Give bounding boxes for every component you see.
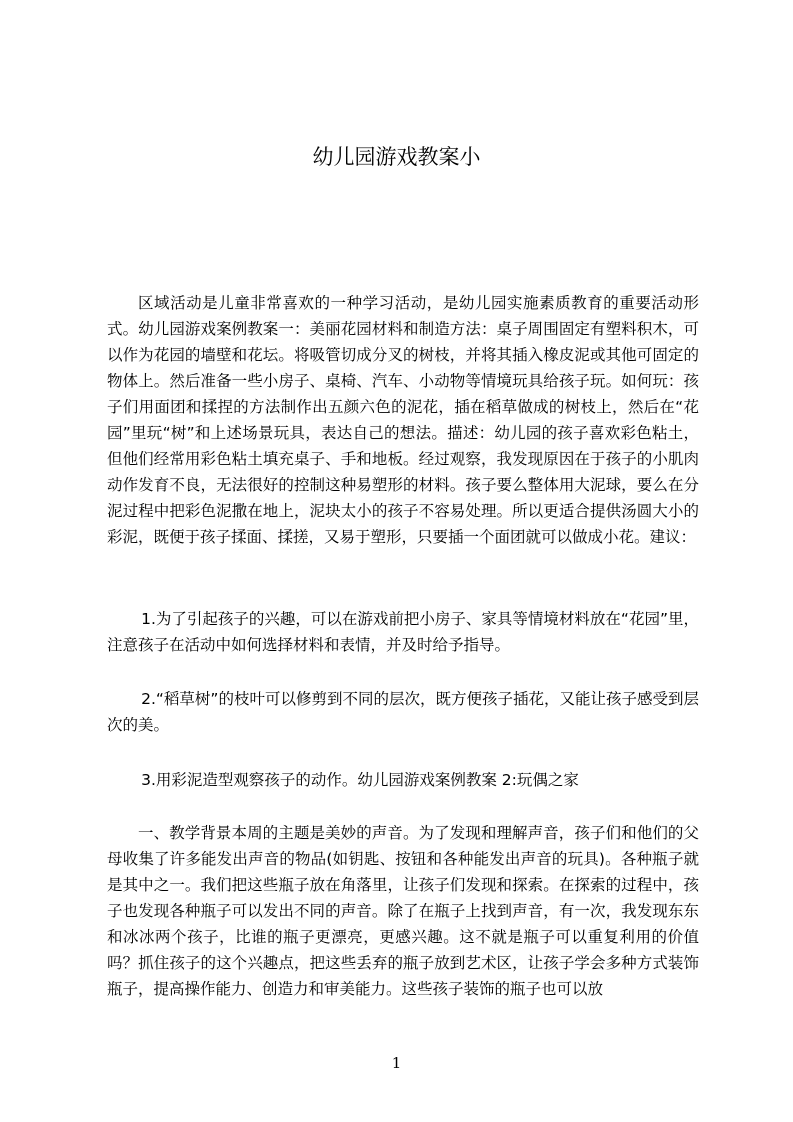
page-number: 1: [391, 1054, 402, 1072]
paragraph-intro: 区域活动是儿童非常喜欢的一种学习活动，是幼儿园实施素质教育的重要活动形式。幼儿园游戏案例教案一：美丽花园材料和制造方法：桌子周围固定有塑料积木，可以作为花园的墙壁和花坛。将吸管切成分叉的树枝，并将其插入橡皮泥或其他可固定的物体上。然后准备一些小房子、桌椅、汽车、小动物等情境玩具给孩子玩。如何玩：孩子们用面团和揉捏的方法制作出五颜六色的泥花，插在稻草做成的树枝上，然后在“花园”里玩“树”和上述场景玩具，表达自己的想法。描述：幼儿园的孩子喜欢彩色粘土，但他们经常用彩色粘土填充桌子、手和地板。经过观察，我发现原因在于孩子的小肌肉动作发育不良，无法很好的控制这种易塑形的材料。孩子要么整体用大泥球，要么在分泥过程中把彩色泥撒在地上，泥块太小的孩子不容易处理。所以更适合提供汤圆大小的彩泥，既便于孩子揉面、揉搓，又易于塑形，只要插一个面团就可以做成小花。建议：: [107, 294, 699, 546]
paragraph-suggestion-3: 3.用彩泥造型观察孩子的动作。幼儿园游戏案例教案 2:玩偶之家: [141, 771, 579, 789]
document-title: 幼儿园游戏教案小: [312, 145, 481, 169]
paragraph-suggestion-2: 2.“稻草树”的枝叶可以修剪到不同的层次，既方便孩子插花，又能让孩子感受到层次的美。: [107, 690, 699, 734]
paragraph-suggestion-1: 1.为了引起孩子的兴趣，可以在游戏前把小房子、家具等情境材料放在“花园”里，注意孩子在活动中如何选择材料和表情，并及时给予指导。: [107, 610, 699, 654]
paragraph-teaching-background: 一、教学背景本周的主题是美妙的声音。为了发现和理解声音，孩子们和他们的父母收集了许多能发出声音的物品(如钥匙、按钮和各种能发出声音的玩具)。各种瓶子就是其中之一。我们把这些瓶子放在角落里，让孩子们发现和探索。在探索的过程中，孩子也发现各种瓶子可以发出不同的声音。除了在瓶子上找到声音，有一次，我发现东东和冰冰两个孩子，比谁的瓶子更漂亮，更感兴趣。这不就是瓶子可以重复利用的价值吗？抓住孩子的这个兴趣点，把这些丢弃的瓶子放到艺术区，让孩子学会多种方式装饰瓶子，提高操作能力、创造力和审美能力。这些孩子装饰的瓶子也可以放: [107, 824, 699, 998]
